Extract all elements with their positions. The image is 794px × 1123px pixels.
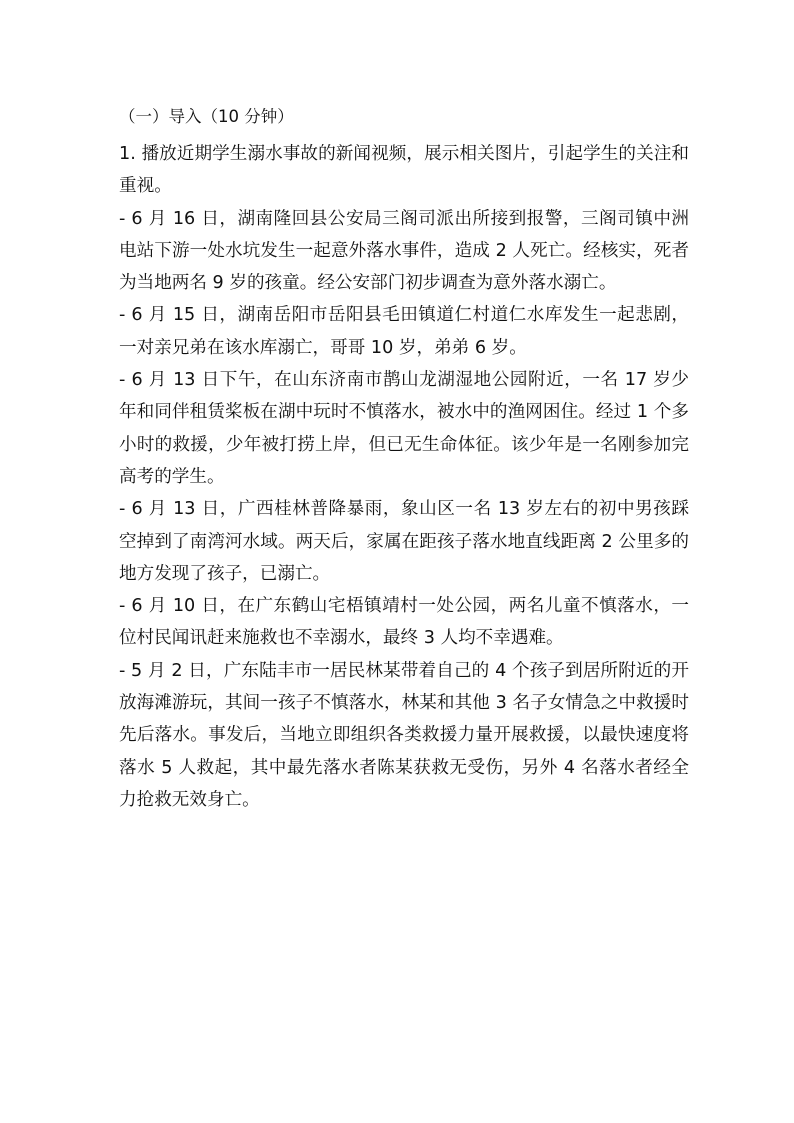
paragraph-news-item: - 6 月 10 日，在广东鹤山宅梧镇靖村一处公园，两名儿童不慎落水，一位村民闻讯赶来施救也不幸溺水，最终 3 人均不幸遇难。 xyxy=(119,596,689,649)
document-body xyxy=(119,104,689,816)
paragraph-news-item: - 5 月 2 日，广东陆丰市一居民林某带着自己的 4 个孩子到居所附近的开放海滩游玩，其间一孩子不慎落水，林某和其他 3 名子女情急之中救援时先后落水。事发后，当地立即组织各类救援力量开展救援，以最快速度将落水 5 人救起，其中最先落水者陈某获救无受伤，另外 4 名落水者经全力抢救无效身亡。 xyxy=(119,660,689,810)
paragraph-news-item: - 6 月 16 日，湖南隆回县公安局三阁司派出所接到报警，三阁司镇中洲电站下游一处水坑发生一起意外落水事件，造成 2 人死亡。经核实，死者为当地两名 9 岁的孩童。经公安部门初步调查为意外落水溺亡。 xyxy=(119,208,689,294)
paragraph-news-item: - 6 月 15 日，湖南岳阳市岳阳县毛田镇道仁村道仁水库发生一起悲剧，一对亲兄弟在该水库溺亡，哥哥 10 岁，弟弟 6 岁。 xyxy=(119,305,689,358)
paragraph-intro: 1. 播放近期学生溺水事故的新闻视频，展示相关图片，引起学生的关注和重视。 xyxy=(119,144,689,197)
section-heading: （一）导入（10 分钟） xyxy=(119,107,294,126)
paragraph-news-item: - 6 月 13 日，广西桂林普降暴雨，象山区一名 13 岁左右的初中男孩踩空掉到了南湾河水域。两天后，家属在距孩子落水地直线距离 2 公里多的地方发现了孩子，已溺亡。 xyxy=(119,499,689,584)
paragraph-news-item: - 6 月 13 日下午，在山东济南市鹊山龙湖湿地公园附近，一名 17 岁少年和同伴租赁桨板在湖中玩时不慎落水，被水中的渔网困住。经过 1 个多小时的救援，少年被打捞上岸，但已无生命体征。该少年是一名刚参加完高考的学生。 xyxy=(119,370,689,487)
